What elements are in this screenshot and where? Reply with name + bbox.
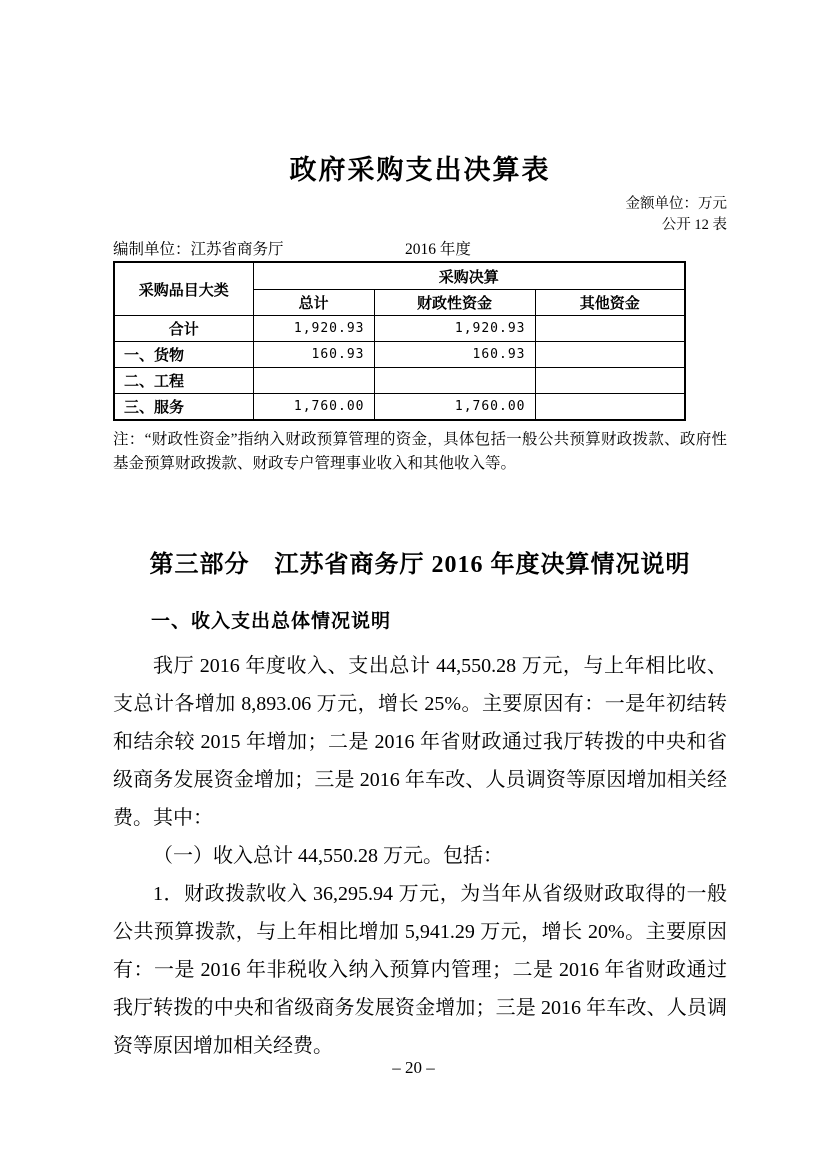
document-title: 政府采购支出决算表: [289, 155, 551, 185]
other-cell: [535, 316, 685, 342]
table-meta-row: [113, 239, 727, 261]
total-cell: 1,920.93: [253, 316, 374, 342]
row-label-cell: 二、工程: [114, 368, 253, 394]
total-cell: [253, 368, 374, 394]
table-footnote: 注：“财政性资金”指纳入财政预算管理的资金，具体包括一般公共预算财政拨款、政府性基金预算财政拨款、财政专户管理事业收入和其他收入等。: [113, 431, 727, 472]
fiscal-cell: [374, 368, 535, 394]
paragraph-income-total: （一）收入总计 44,550.28 万元。包括：: [153, 845, 503, 867]
page-content: [113, 0, 727, 1065]
header-total: 总计: [253, 290, 374, 316]
prepared-by-label: 编制单位：江苏省商务厅: [113, 241, 284, 258]
header-other-funds: 其他资金: [535, 290, 685, 316]
unit-notes: [113, 194, 727, 236]
fiscal-cell: 1,920.93: [374, 316, 535, 342]
fiscal-cell: 1,760.00: [374, 394, 535, 421]
table-row-goods: [114, 342, 685, 368]
table-row-engineering: [114, 368, 685, 394]
paragraph-fiscal-appropriation: 1．财政拨款收入 36,295.94 万元，为当年从省级财政取得的一般公共预算拨款，与上年相比增加 5,941.29 万元，增长 20%。主要原因有：一是 2016 年非税收入纳入预算内管理；二是 2016 年省财政通过我厅转拨的中央和省级商务发展资金增加；三是 2016 年车改、人员调资等原因增加相关经费。: [113, 883, 727, 1057]
other-cell: [535, 342, 685, 368]
section-heading: 第三部分 江苏省商务厅 2016 年度决算情况说明: [149, 552, 691, 578]
fiscal-cell: 160.93: [374, 342, 535, 368]
row-label-cell: 合计: [114, 316, 253, 342]
public-table-note: 公开 12 表: [661, 217, 727, 233]
procurement-expenditure-table: [113, 261, 686, 421]
paragraph-overview: 我厅 2016 年度收入、支出总计 44,550.28 万元，与上年相比收、支总计各增加 8,893.06 万元，增长 25%。主要原因有：一是年初结转和结余较 2015 年增加；二是 2016 年省财政通过我厅转拨的中央和省级商务发展资金增加；三是 2016 年车改、人员调资等原因增加相关经费。其中：: [113, 655, 727, 829]
total-cell: 160.93: [253, 342, 374, 368]
fiscal-year-label: 2016 年度: [405, 241, 471, 258]
header-category: 采购品目大类: [114, 262, 253, 316]
amount-unit-note: 金额单位：万元: [625, 196, 727, 212]
table-row-total: [114, 316, 685, 342]
header-fiscal-funds: 财政性资金: [374, 290, 535, 316]
row-label-cell: 一、货物: [114, 342, 253, 368]
table-header-row-1: [114, 262, 685, 290]
row-label-cell: 三、服务: [114, 394, 253, 421]
page-number: – 20 –: [0, 1058, 827, 1078]
other-cell: [535, 368, 685, 394]
section-subheading: 一、收入支出总体情况说明: [151, 611, 392, 632]
total-cell: 1,760.00: [253, 394, 374, 421]
other-cell: [535, 394, 685, 421]
header-group-procurement-final: 采购决算: [253, 262, 685, 290]
table-row-services: [114, 394, 685, 421]
